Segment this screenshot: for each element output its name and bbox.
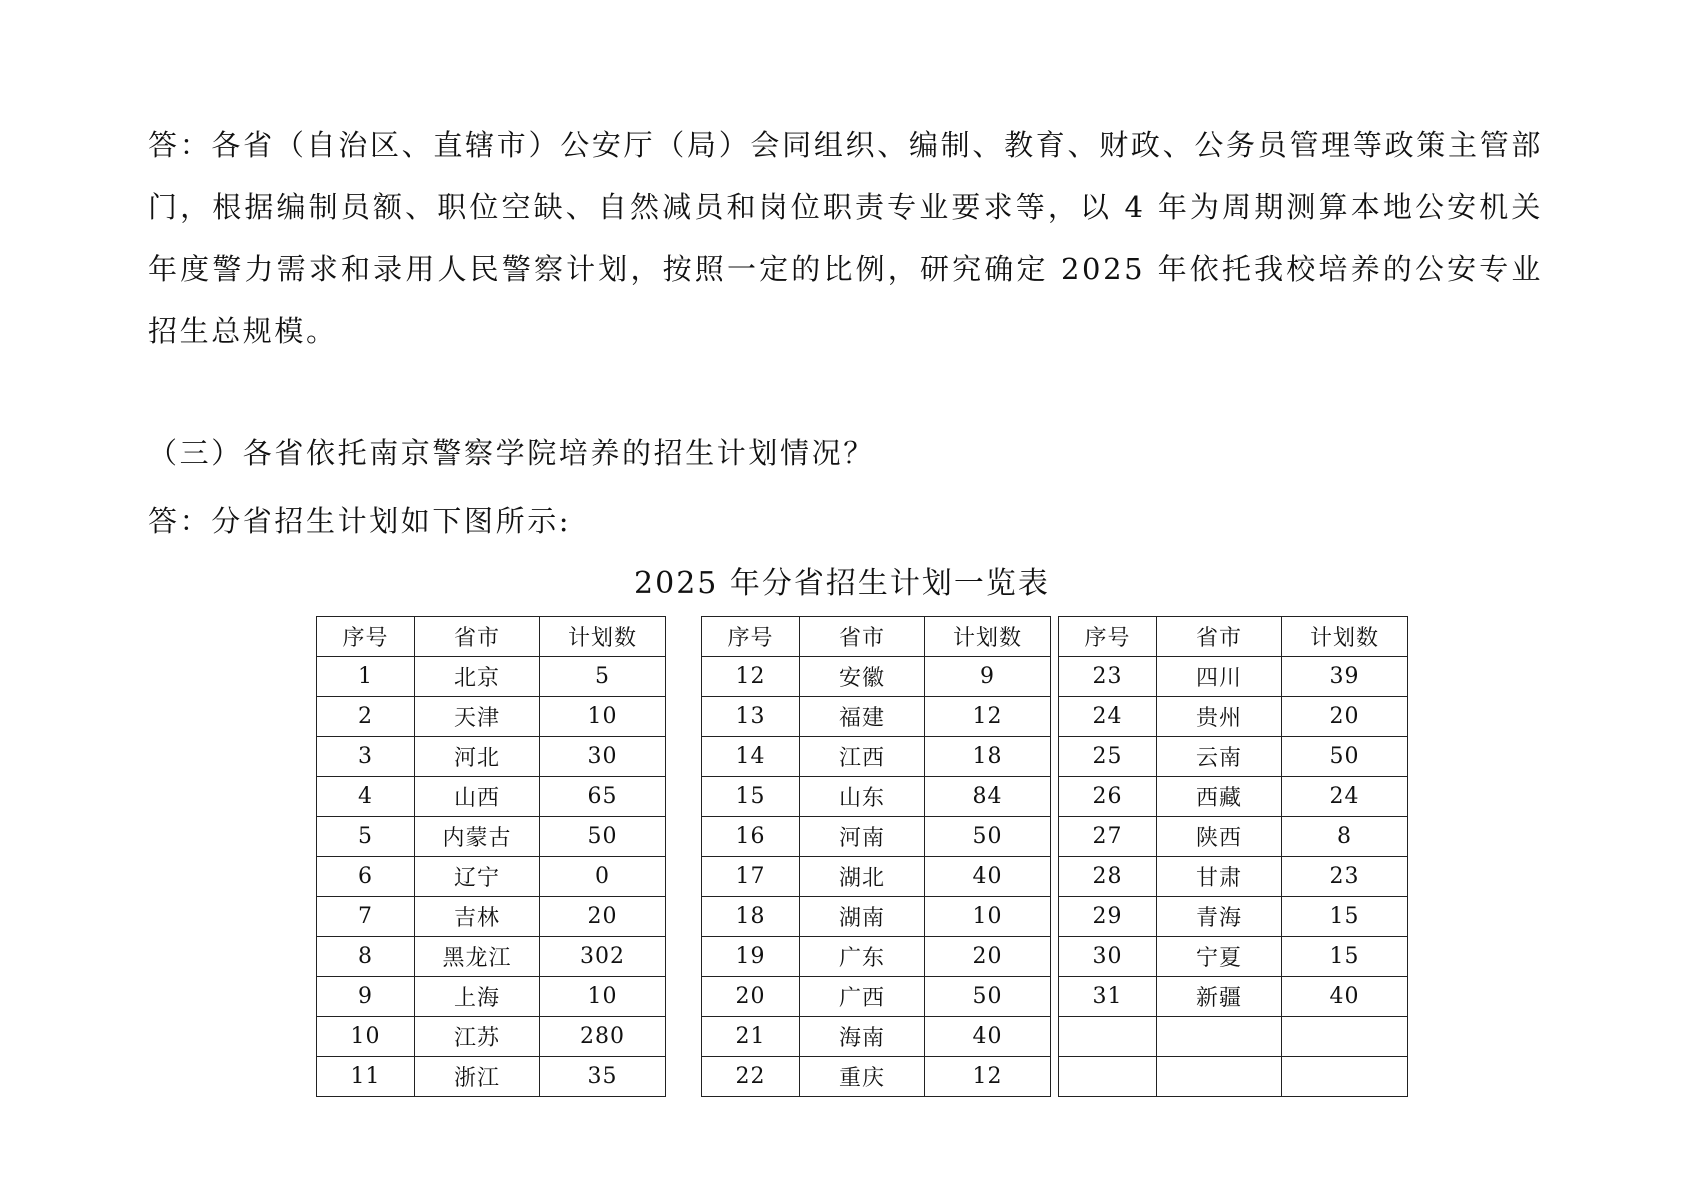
plan-count-cell: 35 [540, 1057, 666, 1097]
plan-count-cell: 302 [540, 937, 666, 977]
plan-count-cell: 30 [540, 737, 666, 777]
row-number-cell: 19 [702, 937, 800, 977]
column-header: 序号 [1059, 617, 1157, 657]
province-cell: 山西 [415, 777, 540, 817]
column-header: 计划数 [1282, 617, 1408, 657]
plan-count-cell: 40 [1282, 977, 1408, 1017]
row-number-cell: 12 [702, 657, 800, 697]
row-number-cell [1059, 1057, 1157, 1097]
table-row [702, 777, 1051, 817]
table-row [1059, 817, 1408, 857]
plan-count-cell: 23 [1282, 857, 1408, 897]
province-cell: 山东 [800, 777, 925, 817]
row-number-cell: 5 [317, 817, 415, 857]
province-cell: 云南 [1157, 737, 1282, 777]
table-row [702, 977, 1051, 1017]
table-row [702, 817, 1051, 857]
plan-table-3 [1058, 616, 1408, 1097]
plan-count-cell: 5 [540, 657, 666, 697]
province-cell: 广西 [800, 977, 925, 1017]
table-row [1059, 857, 1408, 897]
row-number-cell: 23 [1059, 657, 1157, 697]
province-cell: 湖北 [800, 857, 925, 897]
province-cell: 河北 [415, 737, 540, 777]
row-number-cell: 26 [1059, 777, 1157, 817]
province-cell: 江西 [800, 737, 925, 777]
province-cell: 江苏 [415, 1017, 540, 1057]
province-cell: 广东 [800, 937, 925, 977]
province-cell: 宁夏 [1157, 937, 1282, 977]
row-number-cell: 31 [1059, 977, 1157, 1017]
row-number-cell: 9 [317, 977, 415, 1017]
table-row [317, 817, 666, 857]
column-header: 省市 [800, 617, 925, 657]
plan-count-cell: 15 [1282, 897, 1408, 937]
table-row [1059, 697, 1408, 737]
table-row [1059, 897, 1408, 937]
table-row [1059, 937, 1408, 977]
table-row [1059, 657, 1408, 697]
table-title: 2025 年分省招生计划一览表 [634, 566, 1050, 601]
row-number-cell: 21 [702, 1017, 800, 1057]
answer-paragraph-3: 答：分省招生计划如下图所示: [148, 504, 572, 538]
plan-count-cell: 65 [540, 777, 666, 817]
plan-count-cell: 15 [1282, 937, 1408, 977]
row-number-cell: 27 [1059, 817, 1157, 857]
province-cell [1157, 1017, 1282, 1057]
row-number-cell: 28 [1059, 857, 1157, 897]
province-cell: 陕西 [1157, 817, 1282, 857]
row-number-cell: 20 [702, 977, 800, 1017]
plan-count-cell [1282, 1057, 1408, 1097]
row-number-cell: 10 [317, 1017, 415, 1057]
table-row [702, 737, 1051, 777]
plan-count-cell: 20 [925, 937, 1051, 977]
table-row [317, 897, 666, 937]
province-cell [1157, 1057, 1282, 1097]
province-cell: 吉林 [415, 897, 540, 937]
table-row [317, 857, 666, 897]
row-number-cell: 22 [702, 1057, 800, 1097]
plan-table-2 [701, 616, 1051, 1097]
plan-count-cell: 10 [540, 697, 666, 737]
province-cell: 海南 [800, 1017, 925, 1057]
plan-count-cell: 20 [540, 897, 666, 937]
row-number-cell: 14 [702, 737, 800, 777]
province-cell: 贵州 [1157, 697, 1282, 737]
table-header-row [1059, 617, 1408, 657]
row-number-cell: 3 [317, 737, 415, 777]
table-row [702, 657, 1051, 697]
table-row [702, 937, 1051, 977]
province-cell: 湖南 [800, 897, 925, 937]
table-row [317, 737, 666, 777]
row-number-cell: 8 [317, 937, 415, 977]
row-number-cell: 30 [1059, 937, 1157, 977]
plan-count-cell: 84 [925, 777, 1051, 817]
row-number-cell: 2 [317, 697, 415, 737]
row-number-cell: 13 [702, 697, 800, 737]
answer-paragraph-1: 答：各省（自治区、直辖市）公安厅（局）会同组织、编制、教育、财政、公务员管理等政策主管部门，根据编制员额、职位空缺、自然减员和岗位职责专业要求等，以 4 年为周期测算本地公安机关年度警力需求和录用人民警察计划，按照一定的比例，研究确定 2025 年依托我校培养的公安专业招生总规模。 [148, 128, 1543, 348]
province-cell: 浙江 [415, 1057, 540, 1097]
plan-count-cell: 50 [540, 817, 666, 857]
plan-count-cell: 0 [540, 857, 666, 897]
table-row [317, 937, 666, 977]
table-row [1059, 977, 1408, 1017]
plan-count-cell: 50 [925, 977, 1051, 1017]
table-row [1059, 777, 1408, 817]
row-number-cell: 6 [317, 857, 415, 897]
province-cell: 河南 [800, 817, 925, 857]
plan-count-cell: 40 [925, 857, 1051, 897]
row-number-cell: 29 [1059, 897, 1157, 937]
province-cell: 新疆 [1157, 977, 1282, 1017]
plan-count-cell: 39 [1282, 657, 1408, 697]
row-number-cell: 7 [317, 897, 415, 937]
plan-count-cell: 10 [540, 977, 666, 1017]
province-cell: 北京 [415, 657, 540, 697]
table-row [317, 1057, 666, 1097]
plan-count-cell: 24 [1282, 777, 1408, 817]
plan-count-cell: 20 [1282, 697, 1408, 737]
row-number-cell: 15 [702, 777, 800, 817]
table-row [317, 657, 666, 697]
column-header: 序号 [317, 617, 415, 657]
province-cell: 西藏 [1157, 777, 1282, 817]
plan-count-cell: 8 [1282, 817, 1408, 857]
column-header: 计划数 [925, 617, 1051, 657]
plan-count-cell [1282, 1017, 1408, 1057]
column-header: 计划数 [540, 617, 666, 657]
column-header: 省市 [1157, 617, 1282, 657]
row-number-cell [1059, 1017, 1157, 1057]
table-row [1059, 737, 1408, 777]
table-row [702, 1057, 1051, 1097]
table-row [702, 857, 1051, 897]
province-cell: 内蒙古 [415, 817, 540, 857]
table-row [702, 697, 1051, 737]
table-row [702, 897, 1051, 937]
plan-count-cell: 280 [540, 1017, 666, 1057]
plan-count-cell: 18 [925, 737, 1051, 777]
province-cell: 安徽 [800, 657, 925, 697]
row-number-cell: 18 [702, 897, 800, 937]
plan-count-cell: 9 [925, 657, 1051, 697]
table-row [702, 1017, 1051, 1057]
plan-count-cell: 12 [925, 1057, 1051, 1097]
row-number-cell: 25 [1059, 737, 1157, 777]
plan-count-cell: 50 [925, 817, 1051, 857]
row-number-cell: 4 [317, 777, 415, 817]
table-row [1059, 1017, 1408, 1057]
plan-count-cell: 50 [1282, 737, 1408, 777]
column-header: 省市 [415, 617, 540, 657]
table-row [1059, 1057, 1408, 1097]
province-cell: 黑龙江 [415, 937, 540, 977]
table-row [317, 1017, 666, 1057]
table-row [317, 777, 666, 817]
row-number-cell: 17 [702, 857, 800, 897]
province-cell: 青海 [1157, 897, 1282, 937]
column-header: 序号 [702, 617, 800, 657]
table-header-row [702, 617, 1051, 657]
table-header-row [317, 617, 666, 657]
table-row [317, 977, 666, 1017]
row-number-cell: 24 [1059, 697, 1157, 737]
table-row [317, 697, 666, 737]
section-heading-3: （三）各省依托南京警察学院培养的招生计划情况？ [148, 436, 875, 470]
plan-table-1 [316, 616, 666, 1097]
province-cell: 天津 [415, 697, 540, 737]
plan-count-cell: 10 [925, 897, 1051, 937]
row-number-cell: 16 [702, 817, 800, 857]
province-cell: 四川 [1157, 657, 1282, 697]
province-cell: 甘肃 [1157, 857, 1282, 897]
row-number-cell: 1 [317, 657, 415, 697]
province-cell: 福建 [800, 697, 925, 737]
province-cell: 上海 [415, 977, 540, 1017]
province-cell: 辽宁 [415, 857, 540, 897]
plan-count-cell: 40 [925, 1017, 1051, 1057]
plan-count-cell: 12 [925, 697, 1051, 737]
row-number-cell: 11 [317, 1057, 415, 1097]
province-cell: 重庆 [800, 1057, 925, 1097]
